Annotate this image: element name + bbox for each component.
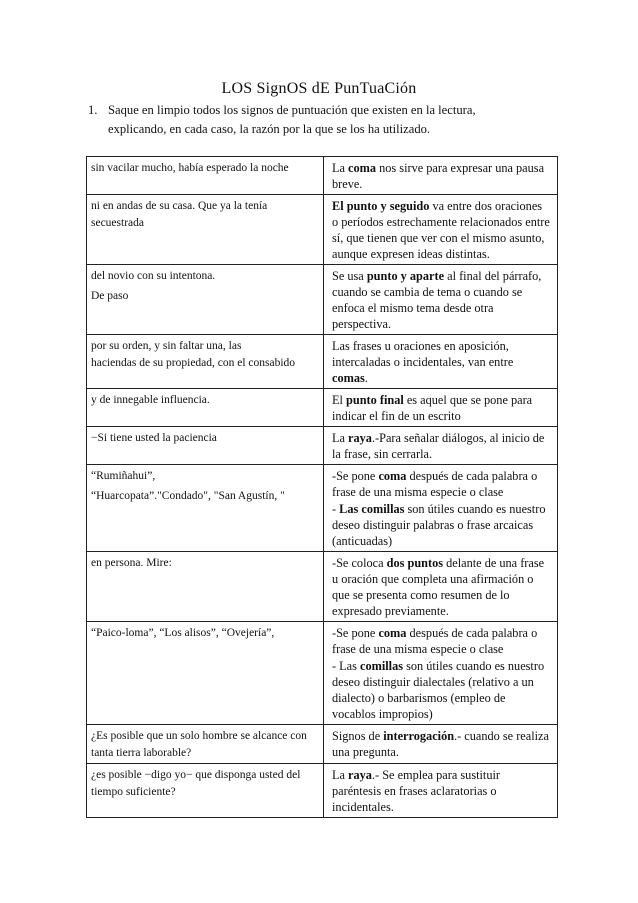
table-body xyxy=(87,157,558,818)
explanation-text: es aquel que se pone para indicar el fin de un escrito xyxy=(332,393,533,423)
explanation-text: después de cada palabra o frase de una misma especie o clase xyxy=(332,469,538,499)
table-row xyxy=(87,335,558,389)
explanation-text: La xyxy=(332,768,349,782)
explanation-paragraph xyxy=(332,501,550,549)
explanation-cell xyxy=(324,552,558,622)
explanation-text: al final del párrafo, cuando se cambia de tema o cuando se enfoca el mismo tema desde otra perspectiva. xyxy=(332,269,542,331)
excerpt-line: “Paico-loma”, “Los alisos”, “Ovejería”, xyxy=(91,627,275,639)
punctuation-term: raya xyxy=(348,768,372,782)
excerpt-line: −Si tiene usted la paciencia xyxy=(91,432,217,444)
explanation-paragraph xyxy=(332,728,550,760)
excerpt-line: por su orden, y sin faltar una, las xyxy=(91,340,242,352)
punctuation-term: El punto y seguido xyxy=(332,199,430,213)
explanation-cell xyxy=(324,195,558,265)
excerpt-line: del novio con su intentona. xyxy=(91,270,216,282)
explanation-text: -Se pone xyxy=(332,626,379,640)
excerpt-line: “Rumiñahui”, xyxy=(91,470,156,482)
punctuation-term: coma xyxy=(378,626,407,640)
explanation-text: - Las xyxy=(332,659,360,673)
excerpt-line: De paso xyxy=(91,289,129,302)
excerpt-cell xyxy=(87,195,324,265)
excerpt-line: “Huarcopata”."Condado", "San Agustín, " xyxy=(91,489,285,502)
explanation-paragraph xyxy=(332,625,550,657)
excerpt-cell xyxy=(87,157,324,195)
punctuation-term: interrogación xyxy=(383,729,455,743)
excerpt-cell xyxy=(87,265,324,335)
explanation-text: nos sirve para expresar una pausa breve. xyxy=(332,161,545,191)
explanation-text: .- cuando se realiza una pregunta. xyxy=(332,729,549,759)
punctuation-table xyxy=(86,156,558,818)
explanation-cell xyxy=(324,725,558,764)
punctuation-term: punto final xyxy=(346,393,404,407)
excerpt-line: sin vacilar mucho, había esperado la noche xyxy=(91,162,289,174)
punctuation-term: raya xyxy=(348,431,372,445)
explanation-text: son útiles cuando es nuestro deseo distinguir palabras o frase arcaicas (anticuadas) xyxy=(332,502,546,548)
explanation-text: El xyxy=(332,393,347,407)
excerpt-cell xyxy=(87,465,324,552)
table-row xyxy=(87,764,558,818)
table-row xyxy=(87,389,558,427)
excerpt-line: haciendas de su propiedad, con el consabido xyxy=(91,356,296,369)
table-row xyxy=(87,465,558,552)
explanation-text: Se usa xyxy=(332,269,367,283)
excerpt-cell xyxy=(87,427,324,465)
explanation-text: Signos de xyxy=(332,729,384,743)
explanation-cell xyxy=(324,764,558,818)
explanation-paragraph xyxy=(332,555,550,619)
explanation-text: .- Se emplea para sustituir paréntesis en frases aclaratorias o incidentales. xyxy=(332,768,501,814)
explanation-text: .-Para señalar diálogos, al inicio de la frase, sin cerrarla. xyxy=(332,431,545,461)
explanation-paragraph xyxy=(332,767,550,815)
excerpt-cell xyxy=(87,389,324,427)
excerpt-cell xyxy=(87,622,324,725)
punctuation-term: dos puntos xyxy=(386,556,444,570)
explanation-cell xyxy=(324,622,558,725)
excerpt-cell xyxy=(87,725,324,764)
explanation-text: La xyxy=(332,161,349,175)
explanation-text: Las frases u oraciones en aposición, intercaladas o incidentales, van entre xyxy=(332,339,514,369)
instruction-item xyxy=(88,101,528,139)
excerpt-cell xyxy=(87,335,324,389)
explanation-cell xyxy=(324,335,558,389)
table-row xyxy=(87,427,558,465)
explanation-paragraph xyxy=(332,430,550,462)
punctuation-term: Las comillas xyxy=(339,502,405,516)
table-row xyxy=(87,552,558,622)
explanation-paragraph xyxy=(332,338,550,386)
explanation-paragraph xyxy=(332,658,550,722)
explanation-paragraph xyxy=(332,160,550,192)
table-row xyxy=(87,622,558,725)
explanation-text: . xyxy=(364,371,368,385)
instruction-text: Saque en limpio todos los signos de puntuación que existen en la lectura, explicando, en cada caso, la razón por la que se los ha utilizado. xyxy=(108,103,476,136)
punctuation-term: comillas xyxy=(360,659,404,673)
explanation-text: -Se pone xyxy=(332,469,379,483)
table-row xyxy=(87,195,558,265)
excerpt-cell xyxy=(87,764,324,818)
explanation-cell xyxy=(324,465,558,552)
explanation-text: - xyxy=(332,502,340,516)
punctuation-term: coma xyxy=(348,161,377,175)
excerpt-line: y de innegable influencia. xyxy=(91,394,210,406)
explanation-text: delante de una frase u oración que completa una afirmación o que se presenta como resumen de lo expresado previamente. xyxy=(332,556,545,618)
punctuation-term: comas xyxy=(332,371,365,385)
excerpt-line: ni en andas de su casa. Que ya la tenía secuestrada xyxy=(91,200,268,229)
table-row xyxy=(87,157,558,195)
explanation-text: va entre dos oraciones o períodos estrechamente relacionados entre sí, que tienen que ver con el mismo asunto, aunque expresen ideas distintas. xyxy=(332,199,550,261)
instruction-number: 1. xyxy=(88,103,98,117)
explanation-cell xyxy=(324,427,558,465)
explanation-paragraph xyxy=(332,268,550,332)
table-row xyxy=(87,725,558,764)
table-row xyxy=(87,265,558,335)
explanation-text: -Se coloca xyxy=(332,556,387,570)
explanation-text: después de cada palabra o frase de una misma especie o clase xyxy=(332,626,538,656)
explanation-paragraph xyxy=(332,198,550,262)
explanation-cell xyxy=(324,157,558,195)
excerpt-line: ¿es posible −digo yo− que disponga usted del tiempo suficiente? xyxy=(91,769,301,798)
excerpt-cell xyxy=(87,552,324,622)
explanation-paragraph xyxy=(332,392,550,424)
excerpt-line: en persona. Mire: xyxy=(91,557,172,569)
punctuation-term: coma xyxy=(378,469,407,483)
explanation-text: son útiles cuando es nuestro deseo distinguir dialectales (relativo a un dialecto) o barbarismos (empleo de vocablos impropios) xyxy=(332,659,545,721)
punctuation-term: punto y aparte xyxy=(366,269,445,283)
explanation-cell xyxy=(324,265,558,335)
explanation-cell xyxy=(324,389,558,427)
explanation-paragraph xyxy=(332,468,550,500)
document-title: LOS SignOS dE PunTuaCión xyxy=(221,80,417,97)
explanation-text: La xyxy=(332,431,349,445)
excerpt-line: ¿Es posible que un solo hombre se alcance con tanta tierra laborable? xyxy=(91,730,307,759)
